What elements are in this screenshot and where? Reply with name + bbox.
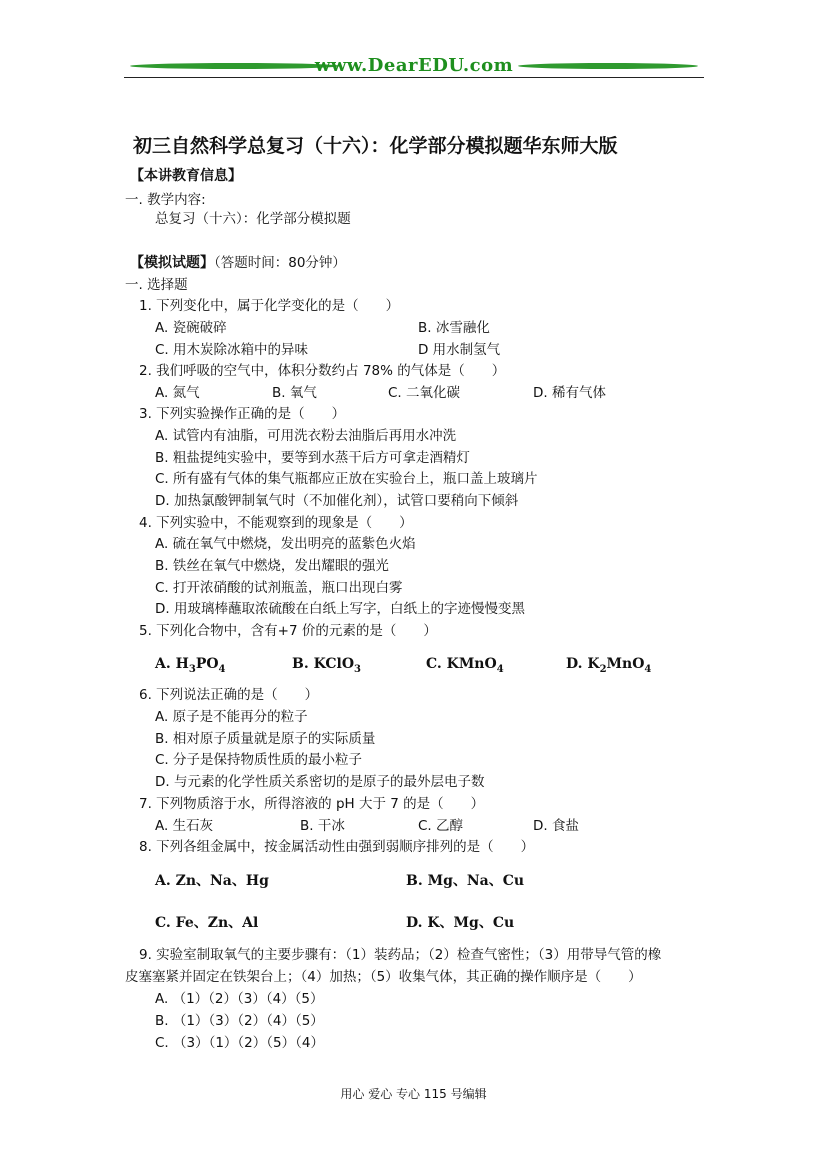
q5-option-c: C. KMnO$_4$ xyxy=(426,656,504,675)
document-title: 初三自然科学总复习（十六）：化学部分模拟题华东师大版 xyxy=(133,135,618,157)
q6-option-a: A. 原子是不能再分的粒子 xyxy=(155,709,308,725)
q3-stem: 3. 下列实验操作正确的是（ ） xyxy=(139,406,346,422)
q2-option-d: D. 稀有气体 xyxy=(533,385,606,401)
q1-stem: 1. 下列变化中，属于化学变化的是（ ） xyxy=(139,298,400,314)
q1-option-c: C. 用木炭除冰箱中的异味 xyxy=(155,342,309,358)
q7-option-b: B. 干冰 xyxy=(300,818,345,834)
q5-stem: 5. 下列化合物中，含有+7 价的元素的是（ ） xyxy=(139,623,437,639)
q3-option-b: B. 粗盐提纯实验中，要等到水蒸干后方可拿走酒精灯 xyxy=(155,450,470,466)
q7-option-a: A. 生石灰 xyxy=(155,818,214,834)
q5-option-b: B. KClO$_3$ xyxy=(292,656,361,675)
q9-stem-line1: 9. 实验室制取氧气的主要步骤有：（1）装药品；（2）检查气密性；（3）用带导气管的橡 xyxy=(139,947,662,963)
simulation-heading-row xyxy=(130,254,346,272)
teaching-content-text: 总复习（十六）：化学部分模拟题 xyxy=(155,211,351,227)
q6-option-d: D. 与元素的化学性质关系密切的是原子的最外层电子数 xyxy=(155,774,485,790)
q7-stem: 7. 下列物质溶于水，所得溶液的 pH 大于 7 的是（ ） xyxy=(139,796,485,812)
q8-option-d: D. K、Mg、Cu xyxy=(406,915,515,931)
part-choice-heading: 一. 选择题 xyxy=(125,277,188,293)
time-note: （答题时间：80分钟） xyxy=(214,255,346,271)
q9-option-b: B. （1）（3）（2）（4）（5） xyxy=(155,1013,324,1029)
section-heading-info: 【本讲教育信息】 xyxy=(130,168,242,184)
q4-option-d: D. 用玻璃棒蘸取浓硫酸在白纸上写字，白纸上的字迹慢慢变黑 xyxy=(155,601,525,617)
page-header xyxy=(124,52,704,84)
q4-option-b: B. 铁丝在氧气中燃烧，发出耀眼的强光 xyxy=(155,558,389,574)
q2-stem: 2. 我们呼吸的空气中，体积分数约占 78% 的气体是（ ） xyxy=(139,363,506,379)
q5-option-d: D. $K_2MnO_4$ xyxy=(566,656,652,675)
site-logo[interactable]: www.DearEDU.com xyxy=(314,55,514,76)
q1-option-b: B. 冰雪融化 xyxy=(418,320,490,336)
q9-option-c: C. （3）（1）（2）（5）（4） xyxy=(155,1035,324,1051)
q8-stem: 8. 下列各组金属中，按金属活动性由强到弱顺序排列的是（ ） xyxy=(139,839,535,855)
q4-option-c: C. 打开浓硝酸的试剂瓶盖，瓶口出现白雾 xyxy=(155,580,403,596)
q7-option-d: D. 食盐 xyxy=(533,818,579,834)
q5-option-a: A. $H_3PO_4$ xyxy=(155,656,226,675)
q3-option-c: C. 所有盛有气体的集气瓶都应正放在实验台上，瓶口盖上玻璃片 xyxy=(155,471,538,487)
q2-option-c: C. 二氧化碳 xyxy=(388,385,461,401)
q1-option-d: D 用水制氢气 xyxy=(418,342,501,358)
q8-option-c: C. Fe、Zn、Al xyxy=(155,915,259,931)
q1-option-a: A. 瓷碗破碎 xyxy=(155,320,227,336)
q6-stem: 6. 下列说法正确的是（ ） xyxy=(139,687,319,703)
q8-option-a: A. Zn、Na、Hg xyxy=(155,873,269,889)
q2-option-a: A. 氮气 xyxy=(155,385,200,401)
header-rule xyxy=(124,77,704,78)
page-footer: 用心 爱心 专心 115 号编辑 xyxy=(340,1087,487,1101)
q8-option-b: B. Mg、Na、Cu xyxy=(406,873,525,889)
q2-option-b: B. 氧气 xyxy=(272,385,317,401)
q9-option-a: A. （1）（2）（3）（4）（5） xyxy=(155,991,324,1007)
section-heading-simulation: 【模拟试题】 xyxy=(130,255,214,271)
teaching-content-label: 一. 教学内容: xyxy=(125,192,206,208)
q4-stem: 4. 下列实验中，不能观察到的现象是（ ） xyxy=(139,515,413,531)
q7-option-c: C. 乙醇 xyxy=(418,818,464,834)
q6-option-c: C. 分子是保持物质性质的最小粒子 xyxy=(155,752,363,768)
q9-stem-line2: 皮塞塞紧并固定在铁架台上；（4）加热；（5）收集气体，其正确的操作顺序是（ ） xyxy=(125,969,642,985)
q4-option-a: A. 硫在氧气中燃烧，发出明亮的蓝紫色火焰 xyxy=(155,536,416,552)
q6-option-b: B. 相对原子质量就是原子的实际质量 xyxy=(155,731,376,747)
q3-option-d: D. 加热氯酸钾制氧气时（不加催化剂），试管口要稍向下倾斜 xyxy=(155,493,519,509)
q3-option-a: A. 试管内有油脂，可用洗衣粉去油脂后再用水冲洗 xyxy=(155,428,457,444)
